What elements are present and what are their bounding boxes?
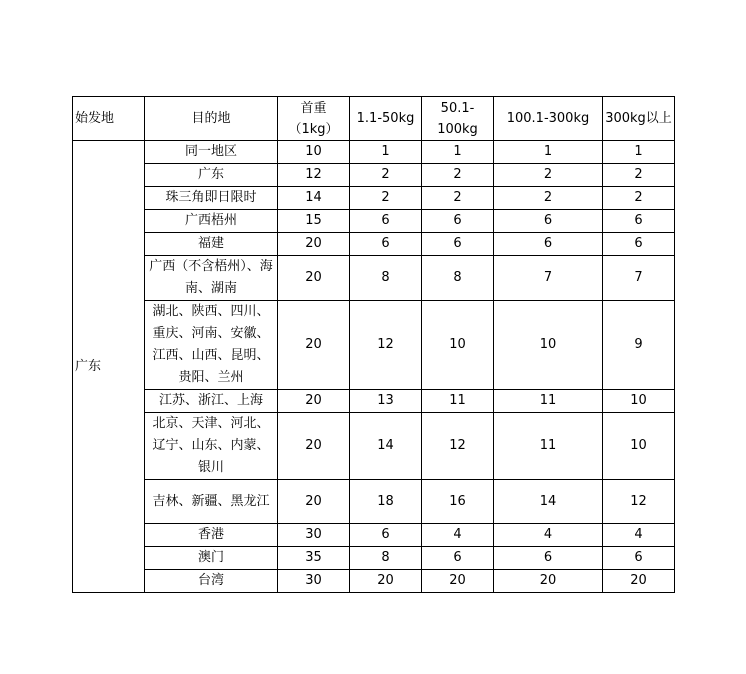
rate-1-50-cell: 18 (350, 480, 422, 524)
rate-100-300-cell: 7 (494, 256, 603, 301)
rate-1-50-cell: 6 (350, 524, 422, 547)
first-weight-cell: 14 (278, 187, 350, 210)
header-over-300kg: 300kg以上 (603, 97, 675, 141)
rate-over-300-cell: 12 (603, 480, 675, 524)
destination-cell: 同一地区 (145, 141, 278, 164)
header-50-100kg: 50.1-100kg (422, 97, 494, 141)
rate-over-300-cell: 1 (603, 141, 675, 164)
rate-over-300-cell: 4 (603, 524, 675, 547)
first-weight-cell: 30 (278, 524, 350, 547)
rate-50-100-cell: 6 (422, 547, 494, 570)
destination-cell: 台湾 (145, 570, 278, 593)
rate-sheet (72, 96, 675, 593)
rate-over-300-cell: 2 (603, 187, 675, 210)
table-row (73, 413, 675, 480)
table-row (73, 141, 675, 164)
rate-1-50-cell: 12 (350, 301, 422, 390)
first-weight-cell: 12 (278, 164, 350, 187)
rate-100-300-cell: 6 (494, 233, 603, 256)
rate-100-300-cell: 6 (494, 210, 603, 233)
rate-1-50-cell: 13 (350, 390, 422, 413)
rate-1-50-cell: 2 (350, 187, 422, 210)
rate-50-100-cell: 1 (422, 141, 494, 164)
first-weight-cell: 20 (278, 256, 350, 301)
destination-cell: 珠三角即日限时 (145, 187, 278, 210)
destination-cell: 香港 (145, 524, 278, 547)
first-weight-cell: 15 (278, 210, 350, 233)
first-weight-cell: 20 (278, 413, 350, 480)
table-row (73, 524, 675, 547)
first-weight-cell: 20 (278, 233, 350, 256)
destination-cell: 吉林、新疆、黑龙江 (145, 480, 278, 524)
rate-100-300-cell: 20 (494, 570, 603, 593)
rate-50-100-cell: 11 (422, 390, 494, 413)
rate-50-100-cell: 2 (422, 164, 494, 187)
rate-50-100-cell: 6 (422, 233, 494, 256)
rate-over-300-cell: 6 (603, 210, 675, 233)
rate-50-100-cell: 16 (422, 480, 494, 524)
table-row (73, 256, 675, 301)
rate-50-100-cell: 10 (422, 301, 494, 390)
rate-1-50-cell: 8 (350, 256, 422, 301)
table-row (73, 390, 675, 413)
rate-100-300-cell: 10 (494, 301, 603, 390)
header-row (73, 97, 675, 141)
rate-100-300-cell: 14 (494, 480, 603, 524)
shipping-rate-table (72, 96, 675, 593)
rate-1-50-cell: 20 (350, 570, 422, 593)
table-row (73, 570, 675, 593)
rate-over-300-cell: 10 (603, 390, 675, 413)
rate-1-50-cell: 2 (350, 164, 422, 187)
first-weight-cell: 20 (278, 301, 350, 390)
header-destination: 目的地 (145, 97, 278, 141)
rate-100-300-cell: 11 (494, 390, 603, 413)
destination-cell: 广西梧州 (145, 210, 278, 233)
rate-100-300-cell: 2 (494, 187, 603, 210)
rate-100-300-cell: 6 (494, 547, 603, 570)
rate-1-50-cell: 6 (350, 233, 422, 256)
destination-cell: 福建 (145, 233, 278, 256)
rate-50-100-cell: 12 (422, 413, 494, 480)
rate-50-100-cell: 2 (422, 187, 494, 210)
first-weight-cell: 30 (278, 570, 350, 593)
rate-100-300-cell: 4 (494, 524, 603, 547)
rate-over-300-cell: 20 (603, 570, 675, 593)
header-first-weight: 首重（1kg） (278, 97, 350, 141)
rate-1-50-cell: 8 (350, 547, 422, 570)
first-weight-cell: 20 (278, 390, 350, 413)
rate-over-300-cell: 7 (603, 256, 675, 301)
rate-1-50-cell: 1 (350, 141, 422, 164)
rate-50-100-cell: 6 (422, 210, 494, 233)
table-row (73, 233, 675, 256)
rate-over-300-cell: 2 (603, 164, 675, 187)
destination-cell: 广西（不含梧州）、海南、湖南 (145, 256, 278, 301)
rate-50-100-cell: 20 (422, 570, 494, 593)
destination-cell: 广东 (145, 164, 278, 187)
rate-over-300-cell: 9 (603, 301, 675, 390)
rate-100-300-cell: 2 (494, 164, 603, 187)
header-1-50kg: 1.1-50kg (350, 97, 422, 141)
origin-cell: 广东 (73, 141, 145, 593)
rate-50-100-cell: 8 (422, 256, 494, 301)
header-origin: 始发地 (73, 97, 145, 141)
header-100-300kg: 100.1-300kg (494, 97, 603, 141)
rate-1-50-cell: 14 (350, 413, 422, 480)
destination-cell: 北京、天津、河北、辽宁、山东、内蒙、银川 (145, 413, 278, 480)
rate-over-300-cell: 10 (603, 413, 675, 480)
destination-cell: 江苏、浙江、上海 (145, 390, 278, 413)
rate-over-300-cell: 6 (603, 547, 675, 570)
rate-100-300-cell: 11 (494, 413, 603, 480)
rate-1-50-cell: 6 (350, 210, 422, 233)
destination-cell: 湖北、陕西、四川、重庆、河南、安徽、江西、山西、昆明、贵阳、兰州 (145, 301, 278, 390)
rate-100-300-cell: 1 (494, 141, 603, 164)
table-row (73, 480, 675, 524)
table-row (73, 187, 675, 210)
rate-over-300-cell: 6 (603, 233, 675, 256)
rate-50-100-cell: 4 (422, 524, 494, 547)
first-weight-cell: 20 (278, 480, 350, 524)
table-row (73, 301, 675, 390)
table-row (73, 547, 675, 570)
destination-cell: 澳门 (145, 547, 278, 570)
first-weight-cell: 35 (278, 547, 350, 570)
table-row (73, 210, 675, 233)
table-row (73, 164, 675, 187)
first-weight-cell: 10 (278, 141, 350, 164)
